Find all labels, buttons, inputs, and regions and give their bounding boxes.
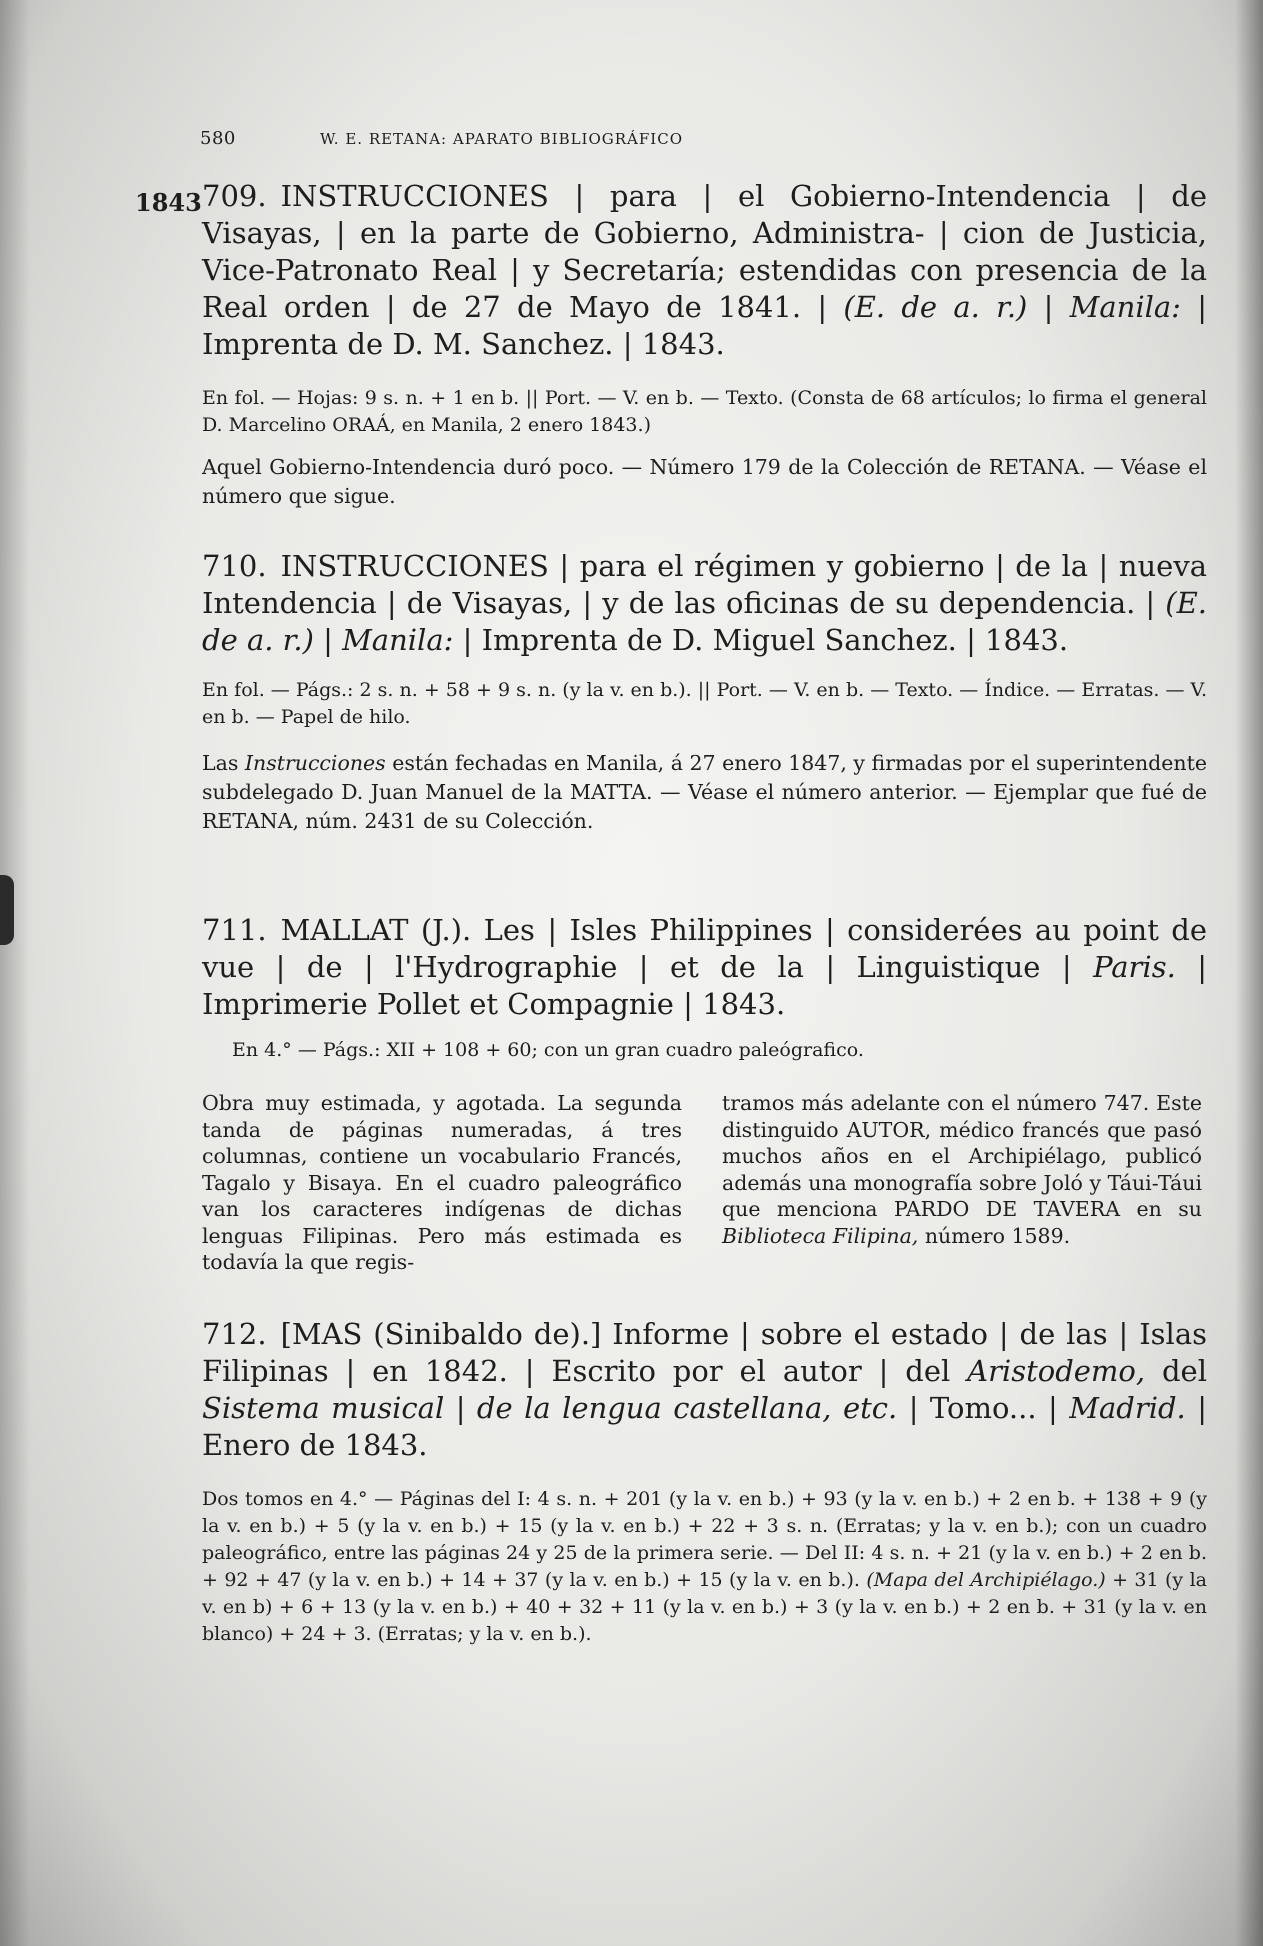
page-number: 580 — [200, 128, 236, 149]
entry-712 — [202, 1316, 1207, 1648]
entry-number: 709. — [202, 179, 267, 213]
entry-number: 712. — [202, 1317, 267, 1351]
running-title: W. E. RETANA: APARATO BIBLIOGRÁFICO — [320, 130, 683, 148]
entry-collation: Dos tomos en 4.° — Páginas del I: 4 s. n. + 201 (y la v. en b.) + 93 (y la v. en b.) + 2 en b. + 138 + 9 (y la v. en b.) + 5 (y la v. en b.) + 15 (y la v. en b.) + 22 + 3 s. n. (Erratas; y la v. en b.); con un cuadro paleográfico, entre las páginas 24 y 25 de la primera serie. — Del II: 4 s. n. + 21 (y la v. en b.) + 2 en b. + 92 + 47 (y la v. en b.) + 14 + 37 (y la v. en b.) + 15 (y la v. en b.). (Mapa del Archipiélago.) + 31 (y la v. en b) + 6 + 13 (y la v. en b.) + 40 + 32 + 11 (y la v. en b.) + 3 (y la v. en b.) + 2 en b. + 31 (y la v. en blanco) + 24 + 3. (Erratas; y la v. en b.). — [202, 1488, 1207, 1645]
entry-note: Las Instrucciones están fechadas en Manila, á 27 enero 1847, y firmadas por el superintendente subdelegado D. Juan Manuel de la MATTA. — Véase el número anterior. — Ejemplar que fué de RETANA, núm. 2431 de su Colección. — [202, 751, 1207, 833]
entry-note: Aquel Gobierno-Intendencia duró poco. — Número 179 de la Colección de RETANA. — Véase el número que sigue. — [202, 455, 1207, 508]
entry-heading: 711. MALLAT (J.). Les | Isles Philippines | considerées au point de vue | de | l'Hydrographie | et de la | Linguistique | Paris. | Imprimerie Pollet et Compagnie | 1843. — [202, 913, 1207, 1021]
note-column-left: Obra muy estimada, y agotada. La segunda tanda de páginas numeradas, á tres columnas, contiene un vocabulario Francés, Tagalo y Bisaya. En el cuadro paleográfico van los caracteres indígenas de dichas lenguas Filipinas. Pero más estimada es todavía la que regis- — [202, 1091, 682, 1274]
entry-711 — [202, 912, 1207, 1064]
entry-number: 711. — [202, 913, 267, 947]
entry-collation: En fol. — Págs.: 2 s. n. + 58 + 9 s. n. (y la v. en b.). || Port. — V. en b. — Texto. — Índice. — Erratas. — V. en b. — Papel de hilo. — [202, 679, 1207, 728]
entry-collation: En 4.° — Págs.: XII + 108 + 60; con un gran cuadro paleógrafico. — [232, 1039, 864, 1061]
binding-clip-shadow — [0, 875, 14, 945]
entry-heading: 709. INSTRUCCIONES | para | el Gobierno-Intendencia | de Visayas, | en la parte de Gobierno, Administra- | cion de Justicia, Vice-Patronato Real | y Secretaría; estendidas con presencia de la Real orden | de 27 de Mayo de 1841. | (E. de a. r.) | Manila: | Imprenta de D. M. Sanchez. | 1843. — [202, 179, 1207, 361]
entry-709 — [202, 178, 1207, 511]
entry-heading: 712. [MAS (Sinibaldo de).] Informe | sobre el estado | de las | Islas Filipinas | en 1842. | Escrito por el autor | del Aristodemo, del Sistema musical | de la lengua castellana, etc. | Tomo... | Madrid. | Enero de 1843. — [202, 1317, 1207, 1462]
entry-710 — [202, 548, 1207, 836]
margin-year: 1843 — [135, 188, 202, 217]
entry-number: 710. — [202, 549, 267, 583]
note-column-right: tramos más adelante con el número 747. Este distinguido AUTOR, médico francés que pasó muchos años en el Archipiélago, publicó además una monografía sobre Joló y Táui-Táui que menciona PARDO DE TAVERA en su Biblioteca Filipina, número 1589. — [722, 1091, 1202, 1248]
entry-collation: En fol. — Hojas: 9 s. n. + 1 en b. || Port. — V. en b. — Texto. (Consta de 68 artículos; lo firma el general D. Marcelino ORAÁ, en Manila, 2 enero 1843.) — [202, 387, 1207, 436]
right-edge-shadow — [1235, 0, 1263, 1946]
left-edge-shadow — [0, 0, 30, 1946]
entry-heading: 710. INSTRUCCIONES | para el régimen y gobierno | de la | nueva Intendencia | de Visayas, | y de las oficinas de su dependencia. | (E. de a. r.) | Manila: | Imprenta de D. Miguel Sanchez. | 1843. — [202, 549, 1207, 657]
